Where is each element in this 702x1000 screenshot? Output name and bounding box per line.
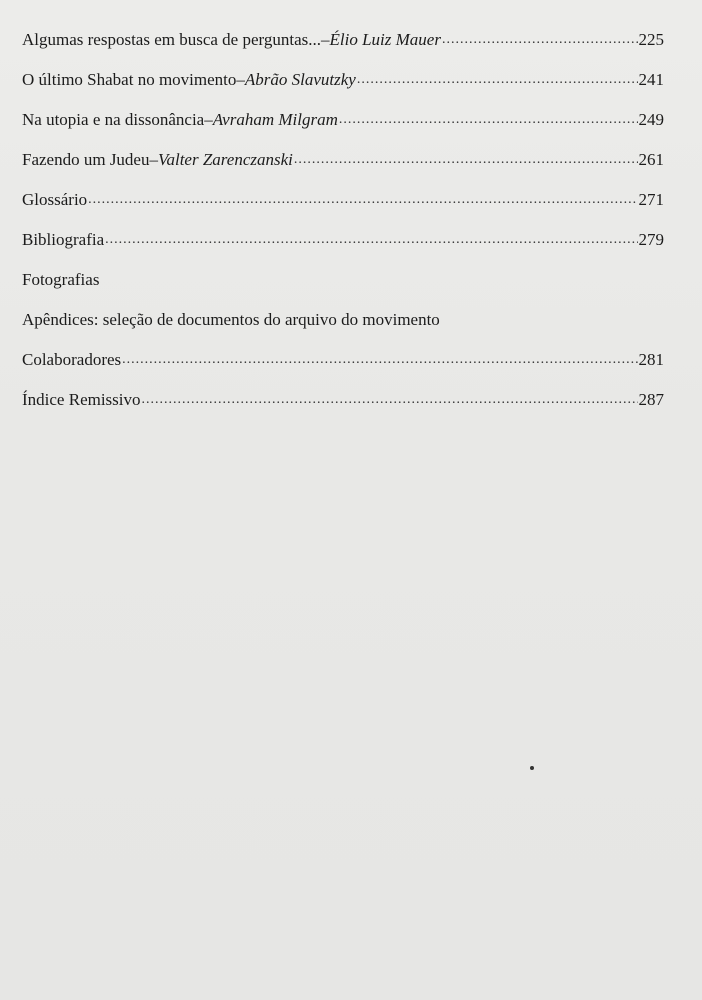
ink-speck <box>530 766 534 770</box>
toc-entry <box>22 270 664 310</box>
entry-separator: – <box>236 70 245 89</box>
entry-page-number: 287 <box>638 390 664 409</box>
toc-entry <box>22 110 664 150</box>
entry-author: Avraham Milgram <box>212 110 338 129</box>
dot-leader <box>88 188 637 210</box>
entry-page-number: 279 <box>638 230 664 249</box>
entry-author: Valter Zarenczanski <box>157 150 293 169</box>
entry-separator: – <box>321 30 330 49</box>
toc-entry <box>22 310 664 350</box>
dot-leader <box>105 228 637 250</box>
entry-title: Índice Remissivo <box>22 390 141 409</box>
entry-title: Fotografias <box>22 270 100 289</box>
toc-entry <box>22 190 664 230</box>
entry-page-number: 271 <box>638 190 664 209</box>
entry-page-number: 249 <box>638 110 664 129</box>
entry-title: Bibliografia <box>22 230 105 249</box>
dot-leader <box>357 68 638 90</box>
toc-entry <box>22 70 664 110</box>
entry-author: Abrão Slavutzky <box>244 70 356 89</box>
entry-page-number: 241 <box>638 70 664 89</box>
entry-separator: – <box>149 150 158 169</box>
dot-leader <box>142 388 638 410</box>
toc-entry <box>22 30 664 70</box>
dot-leader <box>339 108 638 130</box>
toc-entry <box>22 230 664 270</box>
table-of-contents <box>22 30 664 430</box>
entry-title: Apêndices: seleção de documentos do arquivo do movimento <box>22 310 440 329</box>
entry-page-number: 281 <box>638 350 664 369</box>
entry-page-number: 225 <box>638 30 664 49</box>
entry-title: O último Shabat no movimento <box>22 70 237 89</box>
entry-title: Colaboradores <box>22 350 122 369</box>
dot-leader <box>122 348 637 370</box>
entry-author: Élio Luiz Mauer <box>329 30 441 49</box>
toc-entry <box>22 390 664 430</box>
entry-page-number: 261 <box>638 150 664 169</box>
entry-title: Algumas respostas em busca de perguntas... <box>22 30 322 49</box>
toc-entry <box>22 150 664 190</box>
entry-title: Fazendo um Judeu <box>22 150 150 169</box>
entry-title: Na utopia e na dissonância <box>22 110 205 129</box>
dot-leader <box>294 148 638 170</box>
toc-entry <box>22 350 664 390</box>
entry-title: Glossário <box>22 190 88 209</box>
entry-separator: – <box>204 110 213 129</box>
dot-leader <box>442 28 638 50</box>
